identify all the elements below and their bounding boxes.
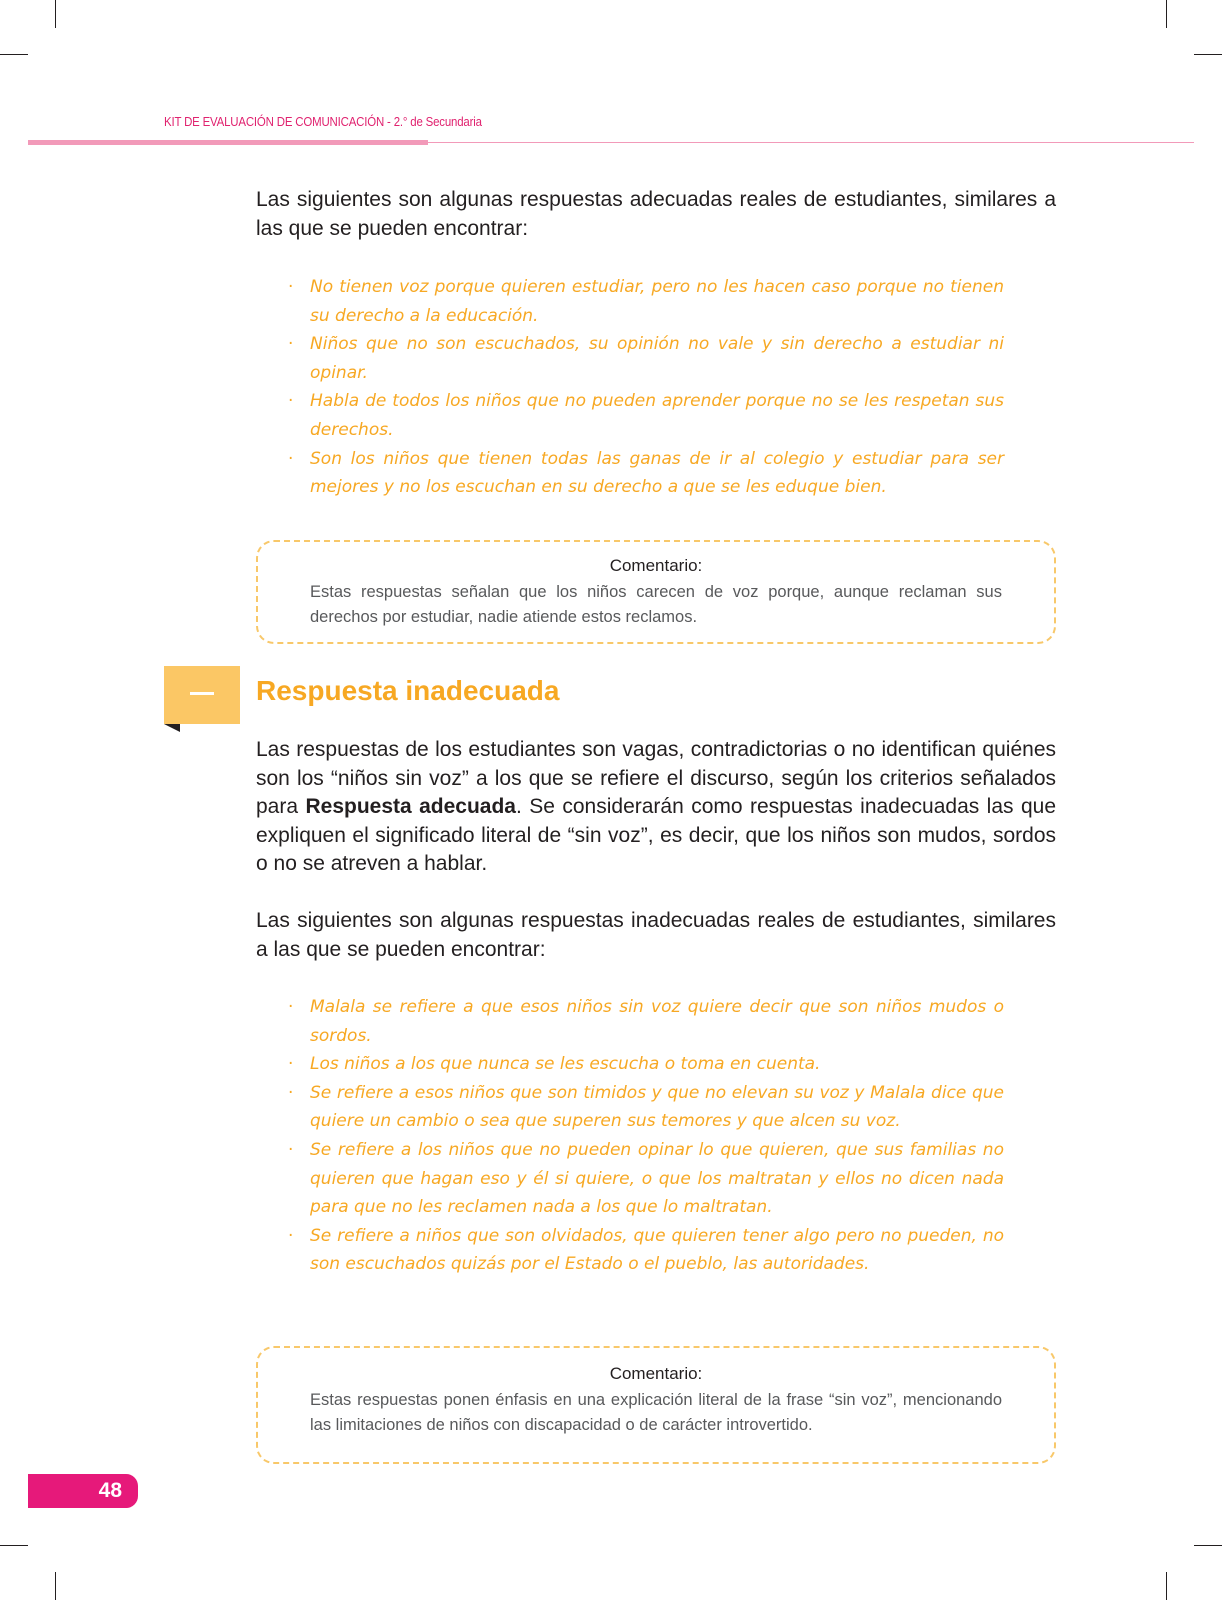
comment-box-inadequate <box>256 1346 1056 1464</box>
crop-mark <box>1166 0 1167 28</box>
inadequate-description <box>256 736 1056 879</box>
section-tab <box>164 666 240 724</box>
intro-inadequate: Las siguientes son algunas respuestas inadecuadas reales de estudiantes, similares a las que se pueden encontrar: <box>256 909 1056 961</box>
page-number: 48 <box>28 1474 138 1508</box>
header-rule-accent <box>28 140 428 145</box>
comment-title: Comentario: <box>609 556 703 575</box>
list-item: · Se refiere a niños que son olvidados, que quieren tener algo pero no pueden, no son escuchados quizás por el Estado o el pueblo, las autoridades. <box>288 1222 1004 1279</box>
section-title: Respuesta inadecuada <box>256 675 560 706</box>
adequate-answer-list <box>288 273 1004 502</box>
comment-box-adequate <box>256 540 1056 644</box>
crop-mark <box>1166 1572 1167 1600</box>
list-item: · No tienen voz porque quieren estudiar, pero no les hacen caso porque no tienen su derecho a la educación. <box>288 273 1004 330</box>
intro-adequate: Las siguientes son algunas respuestas adecuadas reales de estudiantes, similares a las que se pueden encontrar: <box>256 188 1056 240</box>
crop-mark <box>55 1572 56 1600</box>
description-bold: Respuesta adecuada <box>305 795 516 818</box>
crop-mark <box>0 1545 28 1546</box>
crop-mark <box>1194 1545 1222 1546</box>
list-item: · Niños que no son escuchados, su opinión no vale y sin derecho a estudiar ni opinar. <box>288 330 1004 387</box>
list-item: · Malala se refiere a que esos niños sin voz quiere decir que son niños mudos o sordos. <box>288 993 1004 1050</box>
list-item: · Son los niños que tienen todas las ganas de ir al colegio y estudiar para ser mejores y no los escuchan en su derecho a que se les eduque bien. <box>288 445 1004 502</box>
description-text: . Se considerarán como respuestas inadecuadas las que expliquen el significado literal de “sin voz”, es decir, que los niños son mudos, sordos o no se atreven a hablar. <box>256 795 1056 875</box>
comment-text: Estas respuestas ponen énfasis en una explicación literal de la frase “sin voz”, mencionando las limitaciones de niños con discapacidad o de carácter introvertido. <box>310 1391 1002 1434</box>
list-item: · Se refiere a esos niños que son timidos y que no elevan su voz y Malala dice que quiere un cambio o sea que superen sus temores y que alcen su voz. <box>288 1079 1004 1136</box>
crop-mark <box>0 54 28 55</box>
minus-icon <box>190 692 214 695</box>
inadequate-answer-list <box>288 993 1004 1279</box>
running-header: KIT DE EVALUACIÓN DE COMUNICACIÓN - 2.° de Secundaria <box>164 114 482 129</box>
list-item: · Se refiere a los niños que no pueden opinar lo que quieren, que sus familias no quieren que hagan eso y él si quiere, o que los maltratan y ellos no dicen nada para que no les reclamen nada a los que lo maltratan. <box>288 1136 1004 1222</box>
crop-mark <box>1194 54 1222 55</box>
tab-fold-shadow <box>164 724 180 732</box>
crop-mark <box>55 0 56 28</box>
list-item: · Habla de todos los niños que no pueden aprender porque no se les respetan sus derechos. <box>288 387 1004 444</box>
comment-title: Comentario: <box>609 1364 703 1383</box>
description-text: Las respuestas de los estudiantes son vagas, contradictorias o no identifican quiénes son los “niños sin voz” a los que se refiere el discurso, según los criterios señalados para <box>256 738 1056 818</box>
list-item: · Los niños a los que nunca se les escucha o toma en cuenta. <box>288 1050 1004 1079</box>
comment-text: Estas respuestas señalan que los niños carecen de voz porque, aunque reclaman sus derechos por estudiar, nadie atiende estos reclamos. <box>310 583 1002 626</box>
